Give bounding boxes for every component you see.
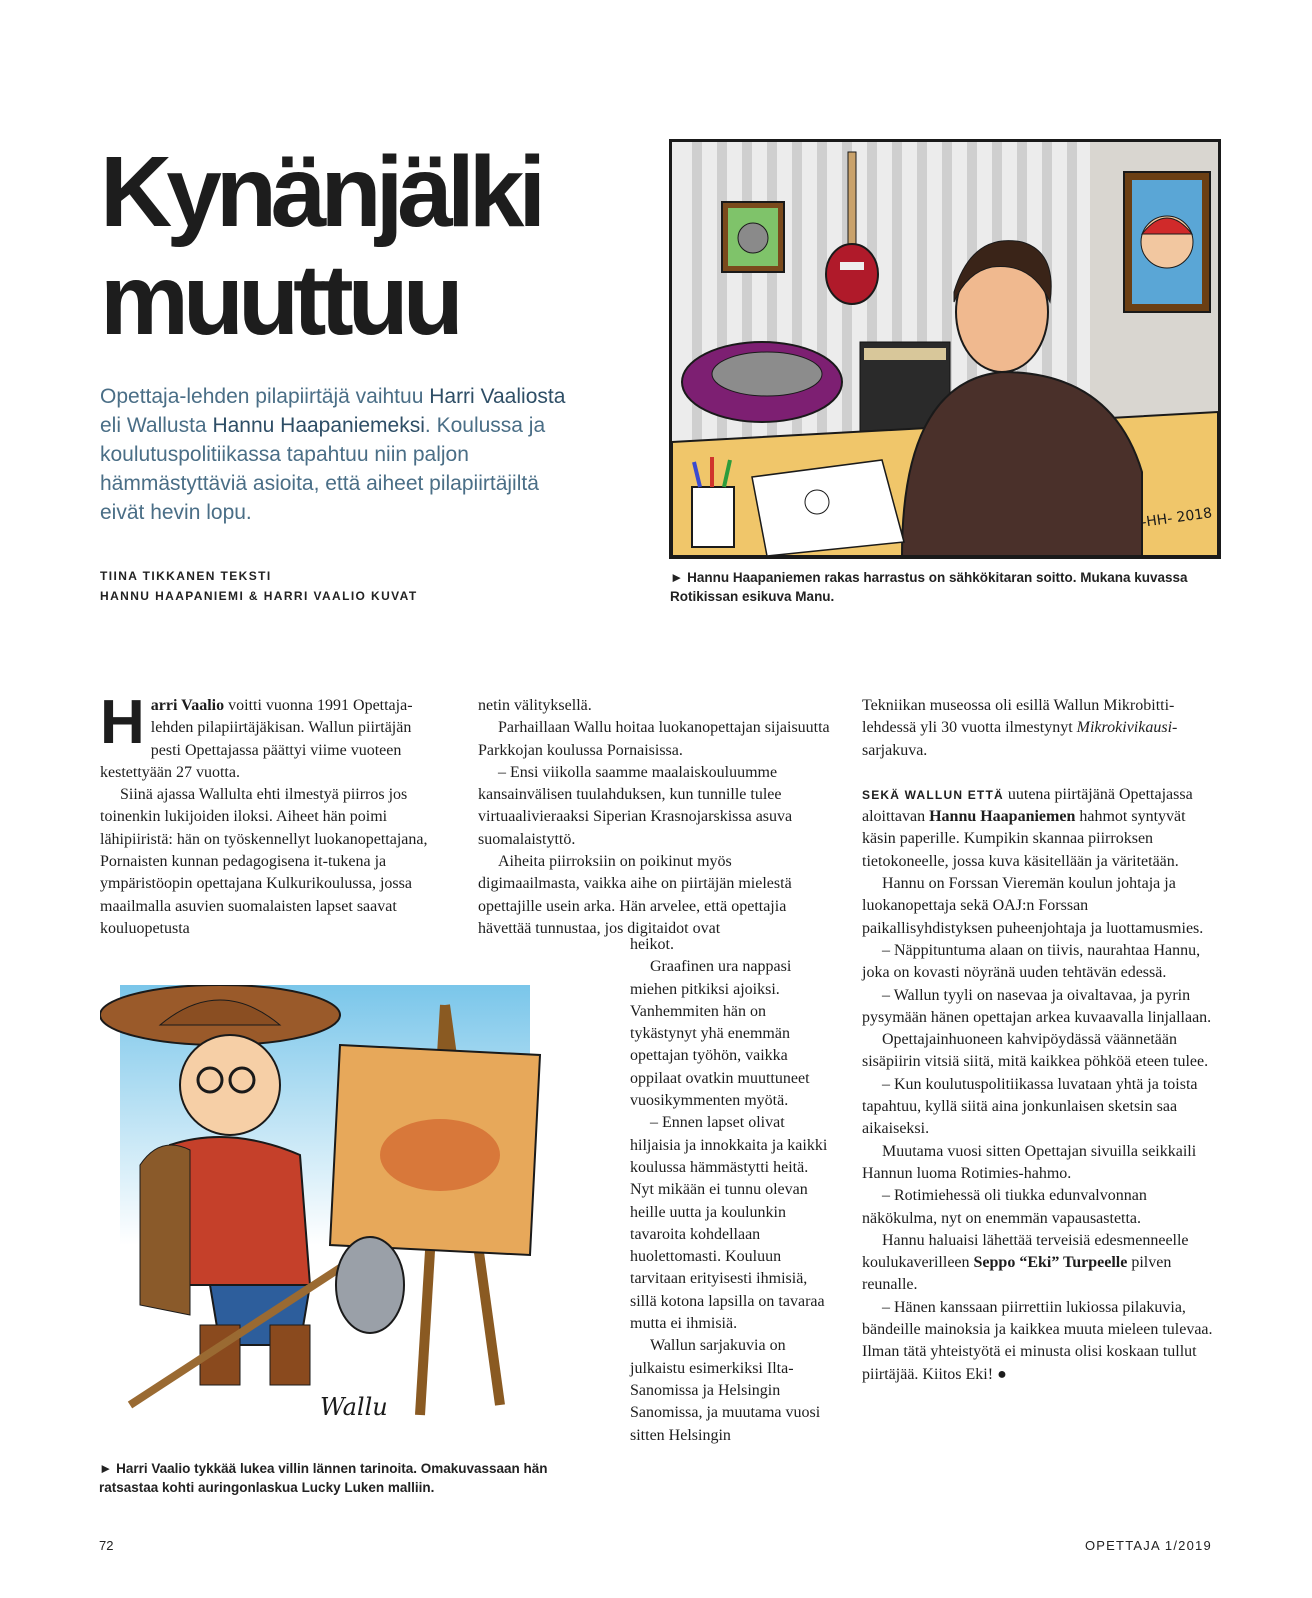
paragraph: – Näppituntuma alaan on tiivis, naurahtaa Hannu, joka on kovasti nöyränä uuden tehtävän edessä. [862, 941, 1201, 982]
lead-name-hannu: Hannu Haapaniemeksi [212, 414, 425, 437]
paragraph: – Hänen kanssaan piirrettiin lukiossa pilakuvia, bändeille mainoksia ja kaikkea muuta mieleen tulevaa. Ilman tätä yhteistyötä ei minusta olisi koskaan tullut piirtäjää. Kiitos Eki! ● [862, 1298, 1213, 1383]
credit-images: HANNU HAAPANIEMI & HARRI VAALIO KUVAT [100, 589, 418, 603]
name-hannu-haapaniemi: Hannu Haapaniemen [929, 808, 1076, 826]
body-column-2-narrow [630, 934, 835, 1447]
paragraph-text: voitti vuonna 1991 Opettaja-lehden pilapiirtäjäkisan. Wallun piirtäjän pesti Opettajassa päättyi viime vuoteen kestettyään 27 vuotta. [100, 697, 413, 781]
paragraph: Hannu on Forssan Vieremän koulun johtaja ja luokanopettaja sekä OAJ:n Forssan paikallisyhdistyksen puheenjohtaja ja luottamusmies. [862, 875, 1204, 937]
paragraph-text: pilven reunalle. [862, 1254, 1172, 1294]
illustration-harri [100, 985, 545, 1440]
illustration-harri-signature: Wallu [320, 1393, 388, 1421]
section-gap [862, 762, 1217, 784]
paragraph: – Ensi viikolla saamme maalaiskouluumme kansainvälisen tuulahduksen, kun tunnille tulee virtuaalivieraaksi Siperian Krasnojarskissa asuva suomalaistyttö. [478, 763, 793, 848]
paragraph: Wallun sarjakuvia on julkaistu esimerkiksi Ilta-Sanomissa ja Helsingin Sanomissa, ja muutama vuosi sitten Helsingin [630, 1337, 821, 1444]
paragraph: netin välityksellä. [478, 697, 592, 714]
body-column-2 [478, 695, 833, 940]
headline-line-1: Kynänjälki [100, 136, 541, 248]
paragraph: – Kun koulutuspolitiikassa luvataan yhtä ja toista tapahtuu, kyllä siitä aina jonkunlaisen sketsin saa aikaiseksi. [862, 1075, 1198, 1138]
illustration-hannu-signature: -HH- 2018 [1140, 505, 1214, 531]
headline-line-2: muuttuu [100, 244, 458, 356]
magazine-issue: OPETTAJA 1/2019 [1085, 1538, 1212, 1553]
credit-text: TIINA TIKKANEN TEKSTI [100, 569, 272, 583]
name-harri-vaalio: arri Vaalio [150, 697, 225, 714]
lead-paragraph [100, 382, 580, 527]
lead-name-harri: Harri Vaaliosta [429, 385, 566, 408]
illustration-hannu-drawing [672, 142, 1218, 556]
paragraph [862, 1230, 1217, 1297]
paragraph: – Wallun tyyli on nasevaa ja oivaltavaa, ja pyrin pysymään hänen opettajan arkea kuvaavalla linjallaan. [862, 986, 1212, 1026]
paragraph-text: Tekniikan museossa oli esillä Wallun Mikrobitti-lehdessä yli 30 vuotta ilmestynyt [862, 697, 1175, 737]
illustration-harri-drawing [100, 985, 545, 1440]
paragraph-text: uutena piirtäjänä Opettajassa aloittavan [862, 785, 1193, 826]
caption-bottom: ► Harri Vaalio tykkää lukea villin lännen tarinoita. Omakuvassaan hän ratsastaa kohti auringonlaskua Lucky Luken malliin. [99, 1461, 548, 1495]
comic-title: Mikrokivikausi [1076, 719, 1173, 737]
paragraph: Opettajainhuoneen kahvipöydässä väännetään sisäpiirin vitsiä siitä, mitä kaikkea pöhköä eteen tulee. [862, 1031, 1209, 1071]
lead-text-3: . Koulussa ja koulutuspolitiikassa tapahtuu niin paljon hämmästyttäviä asioita, että aiheet pilapiirtäjiltä eivät hevin lopu. [100, 414, 546, 524]
caption-top: ► Hannu Haapaniemen rakas harrastus on sähkökitaran soitto. Mukana kuvassa Rotikissan esikuva Manu. [670, 570, 1188, 604]
paragraph: Siinä ajassa Wallulta ehti ilmestyä piirros jos toinenkin lukijoiden iloksi. Aiheet hän poimi lähipiiristä: hän on työskennellyt luokanopettajana, Pornaisten kunnan pedagogisena it-tukena ja ympäristöopin opettajana Kulkurikoulussa, jossa maailmalla asuvien suomalaisten lapset saavat kouluopetusta [100, 786, 428, 937]
illustration-hannu [669, 139, 1221, 559]
paragraph: – Rotimiehessä oli tiukka edunvalvonnan näkökulma, nyt on enemmän vapausastetta. [862, 1187, 1147, 1227]
paragraph-text: -sarjakuva. [862, 719, 1178, 759]
drop-cap: H [100, 688, 145, 757]
paragraph: – Ennen lapset olivat hiljaisia ja innokkaita ja kaikki koulussa hämmästytti heitä. Nyt mikään ei tunnu olevan heille uutta ja koulunkin tavaroita kohdellaan huolettomasti. Kouluun tarvitaan erityisesti ihmisiä, sillä kotona lapsilla on tavaraa mutta ei ihmisiä. [630, 1114, 828, 1333]
paragraph: heikot. [630, 936, 674, 953]
paragraph: Graafinen ura nappasi miehen pitkiksi ajoiksi. Vanhemmiten hän on tykästynyt yhä enemmän opettajan työhön, vaikka oppilaat ovatkin muuttuneet vuosikymmenten myötä. [630, 958, 810, 1110]
paragraph-text: Hannu haluaisi lähettää terveisiä edesmenneelle koulukaverilleen [862, 1231, 1189, 1272]
section-lead-in: SEKÄ WALLUN ETTÄ [862, 787, 1004, 802]
name-seppo-turpeinen: Seppo “Eki” Turpeelle [973, 1254, 1128, 1272]
paragraph [100, 688, 440, 784]
paragraph: Parhaillaan Wallu hoitaa luokanopettajan sijaisuutta Parkkojan koulussa Pornaisissa. [478, 719, 830, 759]
paragraph: Aiheita piirroksiin on poikinut myös digimaailmasta, vaikka aihe on piirtäjän mielestä opettajille usein arka. Hän arvelee, että opettajia hävettää tunnustaa, jos digitaidot ovat [478, 853, 792, 937]
paragraph [862, 695, 1217, 762]
paragraph: Muutama vuosi sitten Opettajan sivuilla seikkaili Hannun luoma Rotimies-hahmo. [862, 1142, 1197, 1182]
paragraph-text: hahmot syntyvät käsin paperille. Kumpikin skannaa piirroksen tietokoneelle, jossa kuva käsitellään ja väritetään. [862, 808, 1186, 870]
headline [100, 138, 660, 354]
lead-text-1: Opettaja-lehden pilapiirtäjä vaihtuu [100, 385, 430, 408]
page-number: 72 [99, 1538, 114, 1553]
lead-text-2: eli Wallusta [100, 414, 213, 437]
body-column-3 [862, 695, 1217, 1386]
paragraph [862, 784, 1217, 873]
body-column-1 [100, 688, 440, 940]
credits [100, 566, 418, 606]
